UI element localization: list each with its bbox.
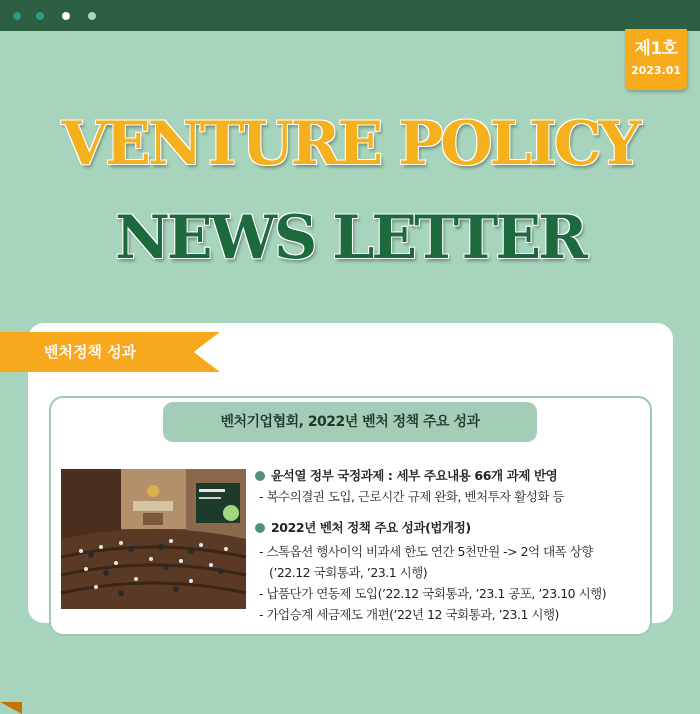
title-line-2: NEWS LETTER bbox=[115, 203, 585, 273]
section-heading-text: 윤석열 정부 국정과제 : 세부 주요내용 66개 과제 반영 bbox=[271, 468, 558, 483]
section-ribbon bbox=[0, 332, 220, 378]
dot-icon bbox=[62, 12, 70, 20]
issue-date: 2023.01 bbox=[630, 64, 682, 77]
ribbon-fold bbox=[0, 702, 22, 714]
bullet-dot-icon bbox=[255, 523, 265, 533]
list-item: - 복수의결권 도입, 근로시간 규제 완화, 벤처투자 활성화 등 bbox=[259, 489, 564, 504]
top-bar bbox=[0, 0, 700, 31]
title-line-1: VENTURE POLICY bbox=[61, 109, 639, 179]
dot-icon bbox=[36, 12, 44, 20]
ribbon-label: 벤처정책 성과 bbox=[44, 343, 137, 361]
dot-icon bbox=[88, 12, 96, 20]
section-heading-text: 2022년 벤처 정책 주요 성과(법개정) bbox=[271, 520, 471, 535]
section-heading bbox=[255, 466, 675, 486]
national-assembly-photo bbox=[61, 469, 246, 609]
article-title: 벤처기업협회, 2022년 벤처 정책 주요 성과 bbox=[163, 402, 537, 442]
list-item: - 스톡옵션 행사이익 비과세 한도 연간 5천만원 -> 2억 대폭 상향 bbox=[259, 544, 593, 559]
bullet-dot-icon bbox=[255, 471, 265, 481]
issue-number: 제1호 bbox=[634, 39, 678, 59]
article-content bbox=[255, 466, 675, 625]
list-item: - 납품단가 연동제 도입(’22.12 국회통과, ’23.1 공포, ’23.10 시행) bbox=[259, 586, 607, 601]
section-heading bbox=[255, 518, 675, 538]
list-item: - 가업승계 세금제도 개편(’22년 12 국회통과, ’23.1 시행) bbox=[259, 607, 559, 622]
dot-icon bbox=[13, 12, 21, 20]
list-item-continuation: (’22.12 국회통과, ’23.1 시행) bbox=[269, 565, 428, 580]
issue-badge bbox=[625, 29, 687, 90]
